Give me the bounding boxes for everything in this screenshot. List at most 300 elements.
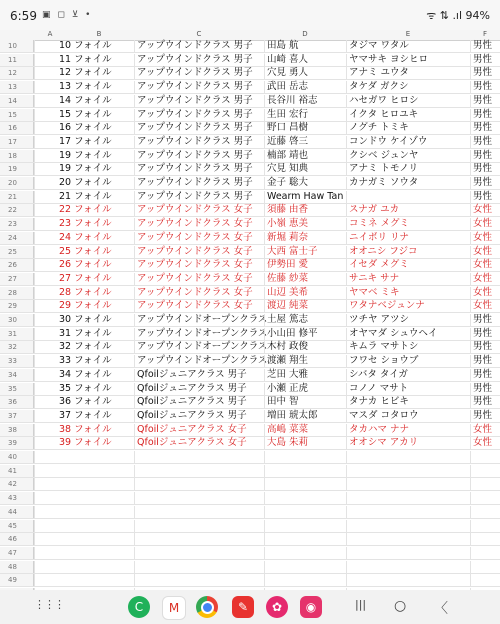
back-button[interactable]: 〈	[434, 601, 448, 617]
cell-d[interactable]: 大西 富士子	[264, 246, 346, 258]
table-row[interactable]	[0, 328, 500, 341]
row-header[interactable]: 37	[0, 410, 34, 422]
row-header[interactable]: 33	[0, 355, 34, 367]
empty-cell[interactable]	[470, 533, 500, 545]
recents-button[interactable]: |||	[355, 598, 367, 611]
cell-f[interactable]: 女性	[470, 218, 500, 230]
cell-e[interactable]: タカハマ ナナ	[346, 424, 470, 436]
empty-cell[interactable]	[264, 492, 346, 504]
empty-cell[interactable]	[34, 574, 134, 586]
empty-cell[interactable]	[346, 533, 470, 545]
cell-f[interactable]: 男性	[470, 40, 500, 52]
cell-f[interactable]: 男性	[470, 410, 500, 422]
empty-cell[interactable]	[346, 561, 470, 573]
empty-cell[interactable]	[264, 561, 346, 573]
cell-e[interactable]: キムラ マサトシ	[346, 341, 470, 353]
cell-d[interactable]: 楠部 靖也	[264, 150, 346, 162]
cell-d[interactable]: 芝田 大雅	[264, 369, 346, 381]
cell-d[interactable]: 木村 政俊	[264, 341, 346, 353]
cell-f[interactable]: 女性	[470, 424, 500, 436]
col-header-d[interactable]: D	[302, 30, 308, 38]
cell-b[interactable]: 28 フォイル	[34, 287, 134, 299]
cell-c[interactable]: アップウインドオープンクラス	[134, 355, 264, 367]
phone-app-icon[interactable]: C	[128, 596, 150, 618]
cell-c[interactable]: アップウインドクラス 男子	[134, 40, 264, 52]
cell-d[interactable]: 渡瀬 翔生	[264, 355, 346, 367]
table-row[interactable]	[0, 300, 500, 313]
cell-f[interactable]: 男性	[470, 396, 500, 408]
empty-cell[interactable]	[34, 561, 134, 573]
status-bar	[0, 0, 500, 30]
cell-e[interactable]: ヤマサキ ヨシヒロ	[346, 54, 470, 66]
table-row[interactable]	[0, 177, 500, 190]
row-header[interactable]: 13	[0, 81, 34, 93]
empty-cell[interactable]	[264, 451, 346, 463]
cell-b[interactable]: 16 フォイル	[34, 122, 134, 134]
empty-cell[interactable]	[34, 465, 134, 477]
cell-c[interactable]: アップウインドクラス 女子	[134, 204, 264, 216]
empty-cell[interactable]	[470, 492, 500, 504]
cell-f[interactable]: 男性	[470, 177, 500, 189]
row-header[interactable]: 45	[0, 520, 34, 532]
empty-cell[interactable]	[134, 451, 264, 463]
cell-c[interactable]: アップウインドクラス 男子	[134, 163, 264, 175]
cell-b[interactable]: 30 フォイル	[34, 314, 134, 326]
cell-d[interactable]: 山崎 喜人	[264, 54, 346, 66]
cell-e[interactable]: スナガ ユカ	[346, 204, 470, 216]
cell-c[interactable]: アップウインドオープンクラス	[134, 341, 264, 353]
cell-f[interactable]: 男性	[470, 314, 500, 326]
cell-f[interactable]: 女性	[470, 246, 500, 258]
empty-row[interactable]	[0, 574, 500, 587]
notification-icons: ▣ ◻ ⊻ •	[42, 10, 93, 20]
empty-cell[interactable]	[346, 451, 470, 463]
gmail-app-icon[interactable]: M	[162, 596, 186, 620]
empty-row[interactable]	[0, 561, 500, 574]
cell-b[interactable]: 20 フォイル	[34, 177, 134, 189]
cell-b[interactable]: 19 フォイル	[34, 150, 134, 162]
row-header[interactable]: 46	[0, 533, 34, 545]
empty-row[interactable]	[0, 520, 500, 533]
row-header[interactable]: 27	[0, 273, 34, 285]
cell-e[interactable]: ノグチ トミキ	[346, 122, 470, 134]
cell-e[interactable]: ニイボリ リナ	[346, 232, 470, 244]
cell-e[interactable]: ワタナベジュンナ	[346, 300, 470, 312]
empty-cell[interactable]	[470, 478, 500, 490]
empty-cell[interactable]	[134, 574, 264, 586]
table-row[interactable]	[0, 410, 500, 423]
empty-cell[interactable]	[470, 520, 500, 532]
empty-cell[interactable]	[34, 533, 134, 545]
row-header[interactable]: 12	[0, 67, 34, 79]
table-row[interactable]	[0, 204, 500, 217]
empty-cell[interactable]	[34, 492, 134, 504]
cell-b[interactable]: 37 フォイル	[34, 410, 134, 422]
empty-cell[interactable]	[346, 547, 470, 559]
cell-d[interactable]: 生田 宏行	[264, 109, 346, 121]
cell-b[interactable]: 11 フォイル	[34, 54, 134, 66]
cell-d[interactable]: 田中 智	[264, 396, 346, 408]
cell-b[interactable]: 17 フォイル	[34, 136, 134, 148]
row-header[interactable]: 14	[0, 95, 34, 107]
row-header[interactable]: 11	[0, 54, 34, 66]
empty-row[interactable]	[0, 533, 500, 546]
cell-c[interactable]: アップウインドオープンクラス	[134, 328, 264, 340]
empty-cell[interactable]	[264, 533, 346, 545]
cell-b[interactable]: 10 フォイル	[34, 40, 134, 52]
cell-c[interactable]: アップウインドクラス 男子	[134, 136, 264, 148]
cell-e[interactable]: タケダ ガクシ	[346, 81, 470, 93]
cell-d[interactable]: 新堀 莉奈	[264, 232, 346, 244]
cell-b[interactable]: 25 フォイル	[34, 246, 134, 258]
table-row[interactable]	[0, 424, 500, 437]
table-row[interactable]	[0, 163, 500, 176]
status-right: ᯤ ⇅ .ıl 94%	[426, 9, 490, 22]
table-row[interactable]	[0, 122, 500, 135]
cell-f[interactable]: 女性	[470, 273, 500, 285]
cell-e[interactable]: コミネ メグミ	[346, 218, 470, 230]
empty-row[interactable]	[0, 478, 500, 491]
cell-e[interactable]: コンドウ ケイゾウ	[346, 136, 470, 148]
empty-cell[interactable]	[134, 533, 264, 545]
table-row[interactable]	[0, 67, 500, 80]
row-header[interactable]: 31	[0, 328, 34, 340]
row-header[interactable]: 22	[0, 204, 34, 216]
cell-d[interactable]: 高嶋 菜菜	[264, 424, 346, 436]
cell-c[interactable]: アップウインドクラス 女子	[134, 232, 264, 244]
cell-e[interactable]: アナミ トモノリ	[346, 163, 470, 175]
cell-d[interactable]: 小山田 修平	[264, 328, 346, 340]
cell-d[interactable]: 穴見 勇人	[264, 67, 346, 79]
cell-c[interactable]: アップウインドクラス 女子	[134, 300, 264, 312]
row-header[interactable]: 24	[0, 232, 34, 244]
cell-c[interactable]: アップウインドクラス 男子	[134, 95, 264, 107]
cell-d[interactable]: Wearm Haw Tan	[264, 191, 346, 203]
cell-b[interactable]: 33 フォイル	[34, 355, 134, 367]
empty-cell[interactable]	[134, 547, 264, 559]
cell-e[interactable]: ヤマベ ミキ	[346, 287, 470, 299]
cell-e[interactable]: アナミ ユウタ	[346, 67, 470, 79]
cell-f[interactable]: 男性	[470, 109, 500, 121]
cell-c[interactable]: アップウインドクラス 女子	[134, 273, 264, 285]
cell-f[interactable]: 男性	[470, 369, 500, 381]
empty-cell[interactable]	[346, 574, 470, 586]
cell-d[interactable]: 穴見 知典	[264, 163, 346, 175]
table-row[interactable]	[0, 218, 500, 231]
cell-c[interactable]: Qfoilジュニアクラス 女子	[134, 437, 264, 449]
row-header[interactable]: 39	[0, 437, 34, 449]
cell-b[interactable]: 34 フォイル	[34, 369, 134, 381]
row-header[interactable]: 43	[0, 492, 34, 504]
empty-cell[interactable]	[34, 547, 134, 559]
empty-cell[interactable]	[264, 547, 346, 559]
cell-c[interactable]: Qfoilジュニアクラス 男子	[134, 369, 264, 381]
notes-app-icon[interactable]: ✎	[232, 596, 254, 618]
cell-f[interactable]: 男性	[470, 163, 500, 175]
empty-cell[interactable]	[34, 506, 134, 518]
cell-b[interactable]: 14 フォイル	[34, 95, 134, 107]
cell-e[interactable]: サニキ サナ	[346, 273, 470, 285]
cell-e[interactable]: オヤマダ シュウヘイ	[346, 328, 470, 340]
empty-cell[interactable]	[470, 547, 500, 559]
table-row[interactable]	[0, 95, 500, 108]
table-row[interactable]	[0, 437, 500, 450]
cell-c[interactable]: アップウインドクラス 女子	[134, 218, 264, 230]
cell-d[interactable]: 増田 琥太郎	[264, 410, 346, 422]
empty-cell[interactable]	[264, 506, 346, 518]
row-header[interactable]: 17	[0, 136, 34, 148]
cell-d[interactable]: 大島 朱莉	[264, 437, 346, 449]
row-header[interactable]: 21	[0, 191, 34, 203]
table-row[interactable]	[0, 54, 500, 67]
table-row[interactable]	[0, 40, 500, 53]
cell-c[interactable]: アップウインドクラス 女子	[134, 259, 264, 271]
cell-c[interactable]: Qfoilジュニアクラス 男子	[134, 396, 264, 408]
col-header-a[interactable]: A	[47, 30, 53, 38]
empty-cell[interactable]	[34, 451, 134, 463]
cell-f[interactable]: 男性	[470, 54, 500, 66]
cell-c[interactable]: アップウインドクラス 男子	[134, 191, 264, 203]
row-header[interactable]: 10	[0, 40, 34, 52]
cell-e[interactable]: タジマ ワタル	[346, 40, 470, 52]
row-header[interactable]: 47	[0, 547, 34, 559]
empty-cell[interactable]	[264, 465, 346, 477]
apps-grid-icon[interactable]: ⋮⋮⋮	[34, 598, 64, 611]
row-header[interactable]: 30	[0, 314, 34, 326]
cell-b[interactable]: 21 フォイル	[34, 191, 134, 203]
row-header[interactable]: 38	[0, 424, 34, 436]
cell-c[interactable]: アップウインドクラス 男子	[134, 54, 264, 66]
cell-b[interactable]: 31 フォイル	[34, 328, 134, 340]
row-header[interactable]: 26	[0, 259, 34, 271]
home-button[interactable]: ○	[394, 598, 407, 614]
cell-b[interactable]: 39 フォイル	[34, 437, 134, 449]
empty-cell[interactable]	[134, 478, 264, 490]
row-header[interactable]: 36	[0, 396, 34, 408]
cell-e[interactable]: クシベ ジュンヤ	[346, 150, 470, 162]
cell-f[interactable]: 女性	[470, 259, 500, 271]
cell-b[interactable]: 15 フォイル	[34, 109, 134, 121]
table-row[interactable]	[0, 341, 500, 354]
cell-b[interactable]: 26 フォイル	[34, 259, 134, 271]
col-header-b[interactable]: B	[96, 30, 102, 38]
cell-d[interactable]: 金子 聡大	[264, 177, 346, 189]
cell-f[interactable]: 男性	[470, 383, 500, 395]
cell-e[interactable]: イクタ ヒロユキ	[346, 109, 470, 121]
table-row[interactable]	[0, 287, 500, 300]
row-header[interactable]: 25	[0, 246, 34, 258]
chrome-app-icon[interactable]	[196, 596, 218, 618]
cell-d[interactable]: 伊勢田 愛	[264, 259, 346, 271]
row-header[interactable]: 19	[0, 163, 34, 175]
cell-f[interactable]: 男性	[470, 67, 500, 79]
cell-f[interactable]: 女性	[470, 204, 500, 216]
cell-b[interactable]: 38 フォイル	[34, 424, 134, 436]
cell-d[interactable]: 小瀬 正虎	[264, 383, 346, 395]
cell-b[interactable]: 19 フォイル	[34, 163, 134, 175]
cell-f[interactable]: 女性	[470, 300, 500, 312]
col-header-f[interactable]: F	[482, 30, 488, 38]
row-header[interactable]: 20	[0, 177, 34, 189]
row-header[interactable]: 35	[0, 383, 34, 395]
row-header[interactable]: 34	[0, 369, 34, 381]
cell-b[interactable]: 36 フォイル	[34, 396, 134, 408]
empty-row[interactable]	[0, 506, 500, 519]
cell-d[interactable]: 近藤 啓三	[264, 136, 346, 148]
table-row[interactable]	[0, 355, 500, 368]
cell-d[interactable]: 渡辺 純菜	[264, 300, 346, 312]
cell-b[interactable]: 29 フォイル	[34, 300, 134, 312]
empty-cell[interactable]	[470, 506, 500, 518]
empty-cell[interactable]	[470, 465, 500, 477]
cell-c[interactable]: アップウインドクラス 男子	[134, 122, 264, 134]
empty-row[interactable]	[0, 451, 500, 464]
cell-f[interactable]: 男性	[470, 341, 500, 353]
table-row[interactable]	[0, 232, 500, 245]
empty-cell[interactable]	[346, 492, 470, 504]
table-row[interactable]	[0, 81, 500, 94]
cell-c[interactable]: アップウインドクラス 男子	[134, 109, 264, 121]
spreadsheet[interactable]	[0, 30, 500, 590]
row-header[interactable]: 28	[0, 287, 34, 299]
empty-cell[interactable]	[470, 451, 500, 463]
empty-cell[interactable]	[134, 561, 264, 573]
cell-e[interactable]	[346, 191, 470, 203]
cell-b[interactable]: 24 フォイル	[34, 232, 134, 244]
row-header[interactable]: 42	[0, 478, 34, 490]
row-header[interactable]: 44	[0, 506, 34, 518]
empty-cell[interactable]	[346, 520, 470, 532]
cell-c[interactable]: アップウインドクラス 女子	[134, 246, 264, 258]
cell-e[interactable]: オオニシ フジコ	[346, 246, 470, 258]
table-row[interactable]	[0, 150, 500, 163]
empty-cell[interactable]	[264, 520, 346, 532]
cell-b[interactable]: 23 フォイル	[34, 218, 134, 230]
empty-cell[interactable]	[346, 506, 470, 518]
cell-f[interactable]: 男性	[470, 122, 500, 134]
cell-b[interactable]: 35 フォイル	[34, 383, 134, 395]
cell-e[interactable]: ツチヤ アツシ	[346, 314, 470, 326]
cell-d[interactable]: 山辺 美希	[264, 287, 346, 299]
empty-cell[interactable]	[34, 520, 134, 532]
empty-cell[interactable]	[346, 478, 470, 490]
col-header-c[interactable]: C	[196, 30, 202, 38]
cell-d[interactable]: 小嶺 恵美	[264, 218, 346, 230]
cell-d[interactable]: 土屋 篤志	[264, 314, 346, 326]
cell-e[interactable]: シバタ タイガ	[346, 369, 470, 381]
cell-f[interactable]: 女性	[470, 437, 500, 449]
empty-row[interactable]	[0, 492, 500, 505]
empty-cell[interactable]	[470, 574, 500, 586]
cell-f[interactable]: 男性	[470, 328, 500, 340]
cell-f[interactable]: 男性	[470, 81, 500, 93]
empty-cell[interactable]	[134, 465, 264, 477]
cell-d[interactable]: 長谷川 裕志	[264, 95, 346, 107]
cell-d[interactable]: 佐藤 紗菜	[264, 273, 346, 285]
cell-e[interactable]: オオシマ アカリ	[346, 437, 470, 449]
cell-c[interactable]: Qfoilジュニアクラス 男子	[134, 383, 264, 395]
camera-app-icon[interactable]: ◉	[300, 596, 322, 618]
empty-cell[interactable]	[34, 478, 134, 490]
empty-cell[interactable]	[134, 492, 264, 504]
table-row[interactable]	[0, 273, 500, 286]
empty-cell[interactable]	[134, 506, 264, 518]
cell-d[interactable]: 野口 昌樹	[264, 122, 346, 134]
empty-row[interactable]	[0, 547, 500, 560]
cell-c[interactable]: アップウインドオープンクラス	[134, 314, 264, 326]
cell-c[interactable]: アップウインドクラス 男子	[134, 67, 264, 79]
row-header[interactable]: 32	[0, 341, 34, 353]
row-header[interactable]: 18	[0, 150, 34, 162]
cell-b[interactable]: 22 フォイル	[34, 204, 134, 216]
cell-c[interactable]: アップウインドクラス 女子	[134, 287, 264, 299]
row-header[interactable]: 48	[0, 561, 34, 573]
table-row[interactable]	[0, 136, 500, 149]
flower-app-icon[interactable]: ✿	[266, 596, 288, 618]
empty-cell[interactable]	[264, 574, 346, 586]
cell-e[interactable]: イセダ メグミ	[346, 259, 470, 271]
table-row[interactable]	[0, 259, 500, 272]
table-row[interactable]	[0, 383, 500, 396]
empty-row[interactable]	[0, 465, 500, 478]
empty-cell[interactable]	[264, 478, 346, 490]
cell-b[interactable]: 32 フォイル	[34, 341, 134, 353]
table-row[interactable]	[0, 314, 500, 327]
cell-b[interactable]: 13 フォイル	[34, 81, 134, 93]
table-row[interactable]	[0, 246, 500, 259]
cell-f[interactable]: 男性	[470, 95, 500, 107]
cell-c[interactable]: アップウインドクラス 男子	[134, 81, 264, 93]
cell-c[interactable]: Qfoilジュニアクラス 男子	[134, 410, 264, 422]
cell-c[interactable]: アップウインドクラス 男子	[134, 150, 264, 162]
cell-f[interactable]: 女性	[470, 232, 500, 244]
row-header[interactable]: 15	[0, 109, 34, 121]
row-header[interactable]: 41	[0, 465, 34, 477]
cell-e[interactable]: ハセガワ ヒロシ	[346, 95, 470, 107]
table-row[interactable]	[0, 396, 500, 409]
cell-d[interactable]: 須藤 由香	[264, 204, 346, 216]
cell-b[interactable]: 27 フォイル	[34, 273, 134, 285]
empty-cell[interactable]	[134, 520, 264, 532]
cell-e[interactable]: フワセ ショウブ	[346, 355, 470, 367]
cell-e[interactable]: タナカ ヒビキ	[346, 396, 470, 408]
col-header-e[interactable]: E	[405, 30, 411, 38]
cell-f[interactable]: 女性	[470, 287, 500, 299]
empty-cell[interactable]	[470, 561, 500, 573]
table-row[interactable]	[0, 369, 500, 382]
cell-f[interactable]: 男性	[470, 136, 500, 148]
cell-e[interactable]: カナガミ ソウタ	[346, 177, 470, 189]
cell-c[interactable]: Qfoilジュニアクラス 女子	[134, 424, 264, 436]
cell-f[interactable]: 男性	[470, 191, 500, 203]
cell-b[interactable]: 12 フォイル	[34, 67, 134, 79]
empty-cell[interactable]	[346, 465, 470, 477]
cell-d[interactable]: 田島 航	[264, 40, 346, 52]
row-header[interactable]: 40	[0, 451, 34, 463]
cell-f[interactable]: 男性	[470, 150, 500, 162]
row-header[interactable]: 49	[0, 574, 34, 586]
table-row[interactable]	[0, 191, 500, 204]
cell-c[interactable]: アップウインドクラス 男子	[134, 177, 264, 189]
row-header[interactable]: 16	[0, 122, 34, 134]
cell-e[interactable]: マスダ コタロウ	[346, 410, 470, 422]
cell-f[interactable]: 男性	[470, 355, 500, 367]
table-row[interactable]	[0, 109, 500, 122]
cell-e[interactable]: コノノ マサト	[346, 383, 470, 395]
cell-d[interactable]: 武田 岳志	[264, 81, 346, 93]
row-header[interactable]: 29	[0, 300, 34, 312]
row-header[interactable]: 23	[0, 218, 34, 230]
